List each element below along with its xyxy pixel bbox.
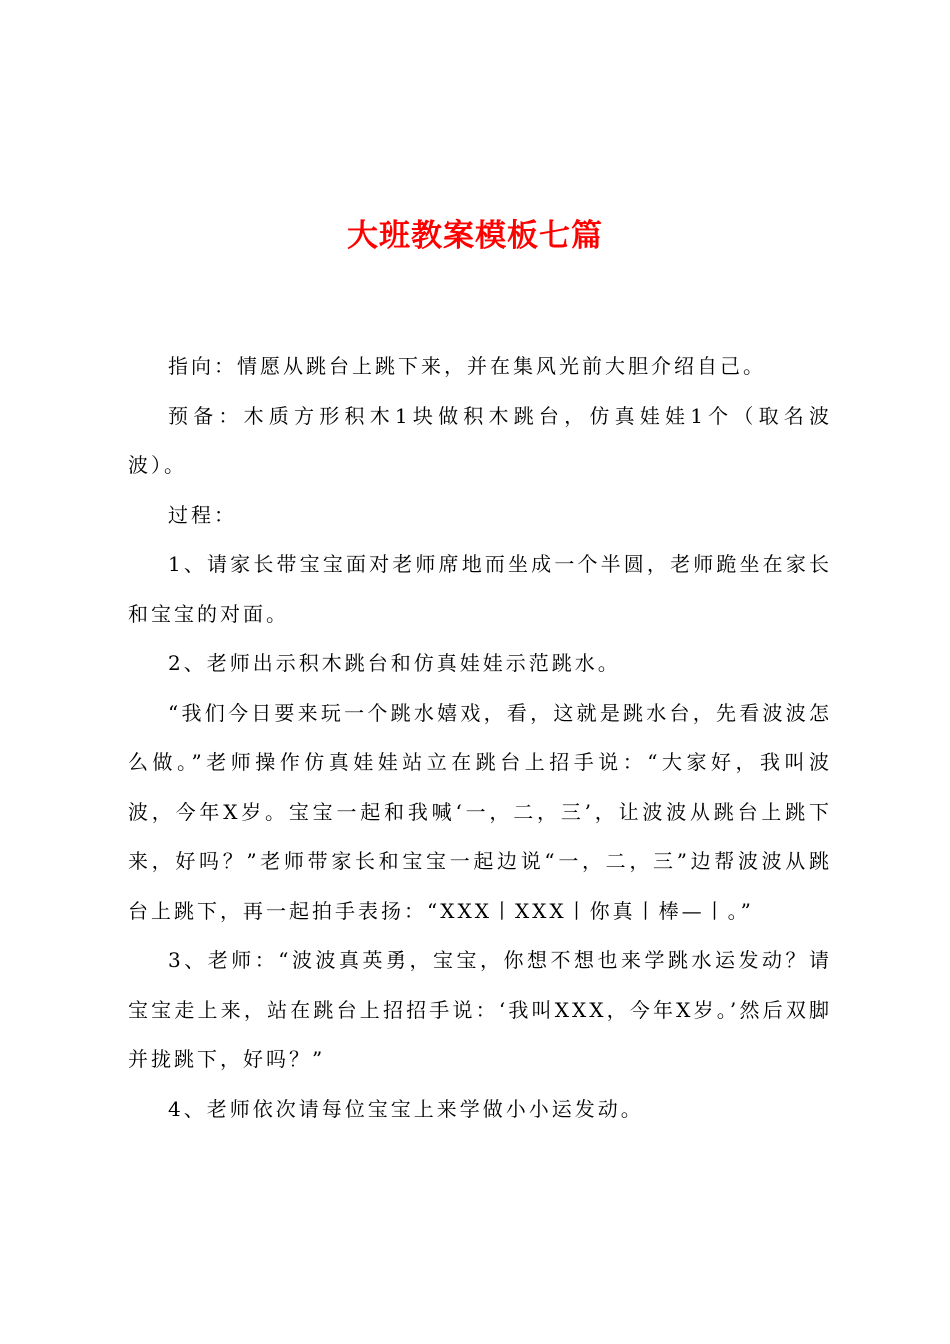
paragraph-process-heading: 过程： — [168, 502, 237, 527]
paragraph-step-2: 2、老师出示积木跳台和仿真娃娃示范跳水。 — [168, 651, 621, 675]
document-body — [128, 342, 832, 1134]
paragraph-step-2-dialogue: “我们今日要来玩一个跳水嬉戏，看，这就是跳水台，先看波波怎么做。”老师操作仿真娃娃站立在跳台上招手说：“大家好，我叫波波，今年X岁。宝宝一起和我喊‘一，二，三’，让波波从跳台上跳下来，好吗？”老师带家长和宝宝一起边说“一，二，三”边帮波波从跳台上跳下，再一起拍手表扬：“XXX丨XXX丨你真丨棒—丨。” — [128, 700, 832, 923]
paragraph-step-1: 1、请家长带宝宝面对老师席地而坐成一个半圆，老师跪坐在家长和宝宝的对面。 — [128, 552, 832, 626]
paragraph-preparation: 预备：木质方形积木1块做积木跳台，仿真娃娃1个（取名波波）。 — [128, 403, 832, 477]
document-title: 大班教案模板七篇 — [347, 218, 603, 254]
paragraph-aim: 指向：情愿从跳台上跳下来，并在集风光前大胆介绍自己。 — [168, 354, 766, 378]
paragraph-step-4: 4、老师依次请每位宝宝上来学做小小运发动。 — [168, 1096, 644, 1121]
paragraph-step-3: 3、老师：“波波真英勇，宝宝，你想不想也来学跳水运发动？请宝宝走上来，站在跳台上招招手说：‘我叫XXX，今年X岁。’然后双脚并拢跳下，好吗？” — [128, 948, 832, 1071]
